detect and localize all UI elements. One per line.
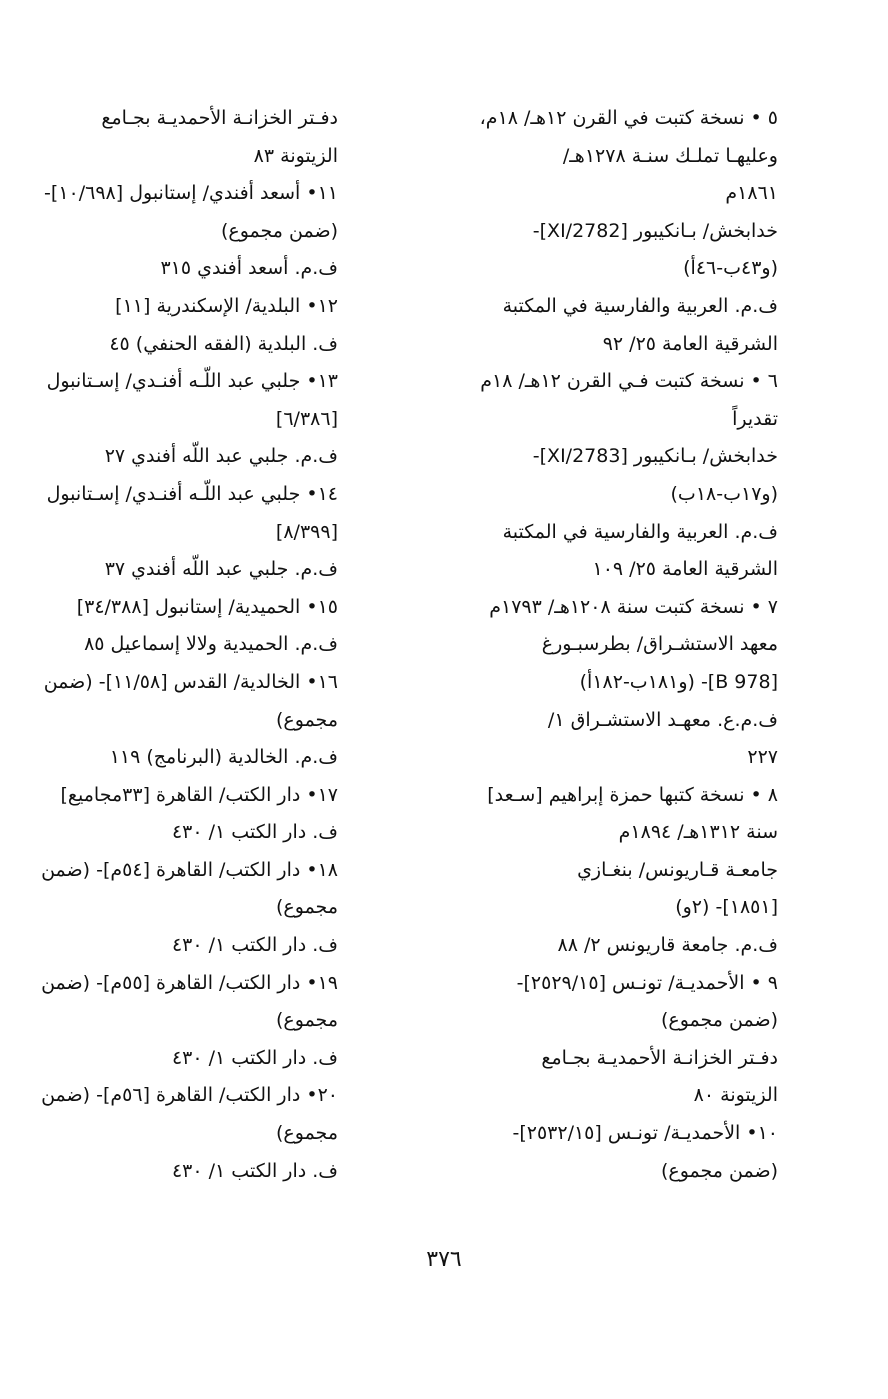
manuscript-entry [38, 777, 338, 852]
manuscript-entry [38, 476, 338, 589]
entry-line: ف.م. جلبي عبد اللّه أفندي ٢٧ [104, 445, 338, 468]
entry-first-line: ١٤• جلبي عبد اللّـه أفنـدي/ إسـتانبول [46, 482, 338, 505]
manuscript-entry [38, 1077, 338, 1190]
entry-line: مجموع) [276, 896, 338, 919]
entry-line: (ضمن مجموع) [220, 219, 338, 242]
entry-line: ف.م. أسعد أفندي ٣١٥ [160, 257, 338, 280]
entry-line: مجموع) [276, 708, 338, 731]
entry-line: (ضمن مجموع) [660, 1159, 778, 1182]
entry-first-line: ١٠• الأحمديـة/ تونـس [٢٥٣٢/١٥]- [512, 1122, 778, 1145]
entry-line: ف. دار الكتب ١/ ٤٣٠ [171, 1046, 338, 1069]
entry-line: [B 978]- (و١٨١ب-١٨٢أ) [579, 670, 778, 693]
entry-first-line: ٩ • الأحمديـة/ تونـس [٢٥٢٩/١٥]- [516, 971, 778, 994]
manuscript-entry [438, 1115, 778, 1190]
entry-line: مجموع) [276, 1122, 338, 1145]
entry-line: [٦/٣٨٦] [275, 407, 338, 430]
entry-first-line: ١١• أسعد أفندي/ إستانبول [١٠/٦٩٨]- [44, 182, 338, 205]
entry-line: ف. البلدية (الفقه الحنفي) ٤٥ [109, 332, 338, 355]
entry-line: (ضمن مجموع) [660, 1009, 778, 1032]
manuscript-entry [38, 965, 338, 1078]
entry-line: الشرقية العامة ٢٥/ ١٠٩ [592, 558, 778, 581]
entry-line: ف.م. الحميدية ولالا إسماعيل ٨٥ [84, 633, 338, 656]
manuscript-entry [38, 288, 338, 363]
entry-line: ف.م. العربية والفارسية في المكتبة [502, 294, 778, 317]
entry-line: جامعـة قـاريونس/ بنغـازي [577, 858, 778, 881]
entry-line: [١٨٥١]- (٢و) [675, 896, 778, 919]
right-column [438, 100, 778, 1190]
manuscript-entry [38, 589, 338, 664]
entry-line: ف.م. الخالدية (البرنامج) ١١٩ [109, 746, 338, 769]
entry-first-line: ٢٠• دار الكتب/ القاهرة [٥٦م]- (ضمن [41, 1084, 338, 1107]
entry-first-line: ٨ • نسخة كتبها حمزة إبراهيم [سـعد] [487, 783, 778, 806]
entry-line: ف.م. العربية والفارسية في المكتبة [502, 520, 778, 543]
entry-line: الشرقية العامة ٢٥/ ٩٢ [602, 332, 778, 355]
entry-line: ف. دار الكتب ١/ ٤٣٠ [171, 1159, 338, 1182]
entry-line: (و٤٣ب-٤٦أ) [683, 257, 778, 280]
entry-first-line: دفـتر الخزانـة الأحمديـة بجـامع [101, 107, 338, 129]
entry-line: مجموع) [276, 1009, 338, 1032]
entry-line: سنة ١٣١٢هـ/ ١٨٩٤م [618, 821, 778, 844]
entry-line: وعليهـا تملـك سنـة ١٢٧٨هـ/ [562, 144, 778, 167]
entry-line: دفـتر الخزانـة الأحمديـة بجـامع [541, 1046, 778, 1069]
manuscript-entry [438, 777, 778, 965]
entry-first-line: ١٢• البلدية/ الإسكندرية [١١] [115, 294, 338, 317]
entry-line: ف.م. جلبي عبد اللّه أفندي ٣٧ [104, 558, 338, 581]
entry-line: خدابخش/ بـانكيبور [2783/XI]- [532, 445, 778, 468]
entry-first-line: ٦ • نسخة كتبت فـي القرن ١٢هـ/ ١٨م [480, 370, 778, 393]
manuscript-entry [38, 175, 338, 288]
manuscript-entry [38, 100, 338, 175]
entry-line: ٢٢٧ [747, 746, 778, 769]
entry-first-line: ٧ • نسخة كتبت سنة ١٢٠٨هـ/ ١٧٩٣م [489, 595, 778, 618]
entry-line: ف.م.ع. معهـد الاستشـراق ١/ [547, 708, 778, 731]
left-column [38, 100, 338, 1190]
entry-first-line: ١٥• الحميدية/ إستانبول [٣٤/٣٨٨] [76, 595, 338, 618]
manuscript-entry [438, 589, 778, 777]
entry-line: الزيتونة ٨٣ [253, 144, 338, 167]
entry-line: [٨/٣٩٩] [275, 520, 338, 543]
manuscript-entry [438, 965, 778, 1115]
entry-line: ف.م. جامعة قاريونس ٢/ ٨٨ [557, 934, 778, 957]
entry-line: معهد الاستشـراق/ بطرسبـورغ [541, 633, 778, 656]
entry-line: ف. دار الكتب ١/ ٤٣٠ [171, 934, 338, 957]
manuscript-entry [38, 363, 338, 476]
manuscript-entry [38, 664, 338, 777]
entry-first-line: ١٩• دار الكتب/ القاهرة [٥٥م]- (ضمن [41, 971, 338, 994]
entry-line: خدابخش/ بـانكيبور [2782/XI]- [532, 219, 778, 242]
entry-line: (و١٧ب-١٨ب) [670, 482, 778, 505]
manuscript-entry [438, 100, 778, 363]
manuscript-entry [438, 363, 778, 589]
entry-first-line: ١٣• جلبي عبد اللّـه أفنـدي/ إسـتانبول [46, 370, 338, 393]
manuscript-entry [38, 852, 338, 965]
entry-line: تقديراً [732, 407, 778, 430]
entry-first-line: ٥ • نسخة كتبت في القرن ١٢هـ/ ١٨م، [479, 107, 778, 129]
entry-line: الزيتونة ٨٠ [693, 1084, 778, 1107]
entry-line: ف. دار الكتب ١/ ٤٣٠ [171, 821, 338, 844]
entry-first-line: ١٧• دار الكتب/ القاهرة [٣٣مجاميع] [60, 783, 338, 806]
entry-line: ١٨٦١م [725, 182, 778, 205]
entry-first-line: ١٨• دار الكتب/ القاهرة [٥٤م]- (ضمن [41, 858, 338, 881]
page-number: ٣٧٦ [426, 1247, 462, 1272]
entry-first-line: ١٦• الخالدية/ القدس [١١/٥٨]- (ضمن [43, 670, 338, 693]
